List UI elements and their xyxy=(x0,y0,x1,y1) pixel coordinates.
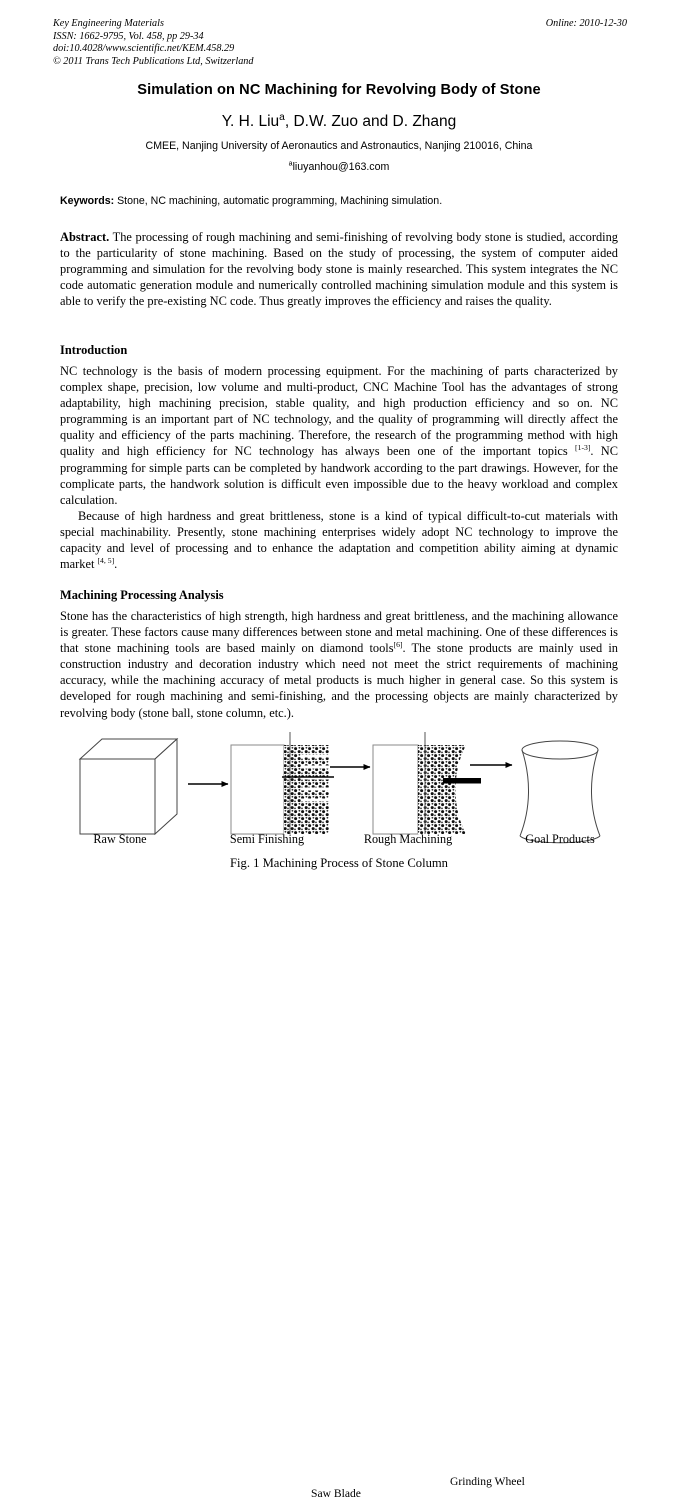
journal-header xyxy=(53,18,627,68)
citation-ref: [6] xyxy=(393,640,403,650)
page-title: Simulation on NC Machining for Revolving Body of Stone xyxy=(137,82,541,98)
email-address: liuyanhou@163.com xyxy=(292,161,390,173)
introduction-paragraph-1 xyxy=(60,363,618,508)
raw-stone-cube xyxy=(80,739,177,834)
introduction-paragraph-2 xyxy=(60,508,618,572)
figure-stage-labels xyxy=(0,832,678,850)
para-text-post: . The stone products are mainly used in construction industry and decoration industry which need not meet the strict requirements of machining accuracy, while the machining accuracy of metal products is much higher in general case. So this system is developed for rough machining and semi-finishing, and the processing objects are mainly characterized by revolving body (stone ball, stone column, etc.). xyxy=(60,641,618,720)
figure-1-caption: Fig. 1 Machining Process of Stone Column xyxy=(230,856,448,870)
stage-label-semi-finishing: Semi Finishing xyxy=(229,832,305,846)
para-text-post: . xyxy=(114,557,118,572)
corresponding-email xyxy=(0,161,678,173)
journal-doi: doi:10.4028/www.scientific.net/KEM.458.29 xyxy=(53,43,235,55)
para-text-pre: Because of high hardness and great brittleness, stone is a kind of typical difficult-to-cut materials with special machinability. Presently, stone machining enterprises widely adopt NC technology to improve the capacity and level of processing and to enhance the adaptation and competition ability aiming at dynamic market xyxy=(60,509,618,572)
abstract-block xyxy=(60,229,618,309)
semi-finishing-block xyxy=(231,732,334,834)
abstract-text: The processing of rough machining and semi-finishing of revolving body stone is studied, according to the particularity of stone machining. Based on the study of processing, the system of computer aided programming and simulation for the revolving body stone is mainly researched. This system integrates the NC code automatic generation module and numerically controlled machining simulation module and this system is able to verify the pre-existing NC code. Thus greatly improves the efficiency and raises the quality. xyxy=(60,230,618,309)
journal-header-row-1 xyxy=(53,18,627,31)
keywords-block xyxy=(60,194,618,208)
journal-issn: ISSN: 1662-9795, Vol. 458, pp 29-34 xyxy=(53,30,204,42)
para-text-pre: Stone has the characteristics of high strength, high hardness and great brittleness, and the machining allowance is greater. These factors cause many differences between stone and metal machining. One of these differences is that stone machining tools are based mainly on diamond tools xyxy=(60,609,618,656)
machining-analysis-paragraph-1 xyxy=(60,608,618,721)
journal-name: Key Engineering Materials xyxy=(53,18,164,29)
stage-label-raw-stone: Raw Stone xyxy=(93,832,147,846)
stage-label-rough-machining: Rough Machining xyxy=(363,832,453,846)
journal-copyright: © 2011 Trans Tech Publications Ltd, Switzerland xyxy=(53,55,254,67)
citation-ref: [1-3] xyxy=(575,443,591,453)
author-list xyxy=(0,113,678,131)
para-text-pre: NC technology is the basis of modern processing equipment. For the machining of parts characterized by complex shape, precision, low volume and multi-product, CNC Machine Tool has the advantages of strong adaptability, high machining precision, stable quality, and high production efficiency and so on. NC programming is an important part of NC technology, and the quality of programming will directly affect the quality and efficiency of the parts machining. Therefore, the research of the programming method with high quality and high efficiency for NC technology has always been one of the important topics xyxy=(60,364,618,459)
affiliation: CMEE, Nanjing University of Aeronautics and Astronautics, Nanjing 210016, China xyxy=(145,140,533,152)
grinding-wheel-tool xyxy=(443,778,481,784)
author-names-first: Y. H. Liu xyxy=(221,113,280,130)
author-names-rest: , D.W. Zuo and D. Zhang xyxy=(284,113,457,130)
author-affiliation-marker: a xyxy=(279,111,285,123)
section-heading-machining-processing-analysis: Machining Processing Analysis xyxy=(60,588,224,602)
online-date: Online: 2010-12-30 xyxy=(545,18,627,29)
keywords-text: Stone, NC machining, automatic programming, Machining simulation. xyxy=(114,195,443,207)
email-affiliation-marker: a xyxy=(288,160,293,168)
citation-ref: [4, 5] xyxy=(97,556,115,566)
para-text-post: . NC programming for simple parts can be completed by handwork according to the part drawings. However, for the complicate parts, the handwork solution is difficult even impossible due to the heavy workload and complex calculation. xyxy=(60,444,618,507)
stage-label-goal-products: Goal Products xyxy=(525,832,595,846)
saw-blade-annotation: Saw Blade xyxy=(311,1487,361,1500)
keywords-label: Keywords: xyxy=(60,195,115,207)
section-heading-introduction: Introduction xyxy=(60,343,128,357)
abstract-label: Abstract. xyxy=(60,230,110,244)
grinding-wheel-annotation: Grinding Wheel xyxy=(450,1475,525,1488)
goal-product-column xyxy=(520,741,600,843)
